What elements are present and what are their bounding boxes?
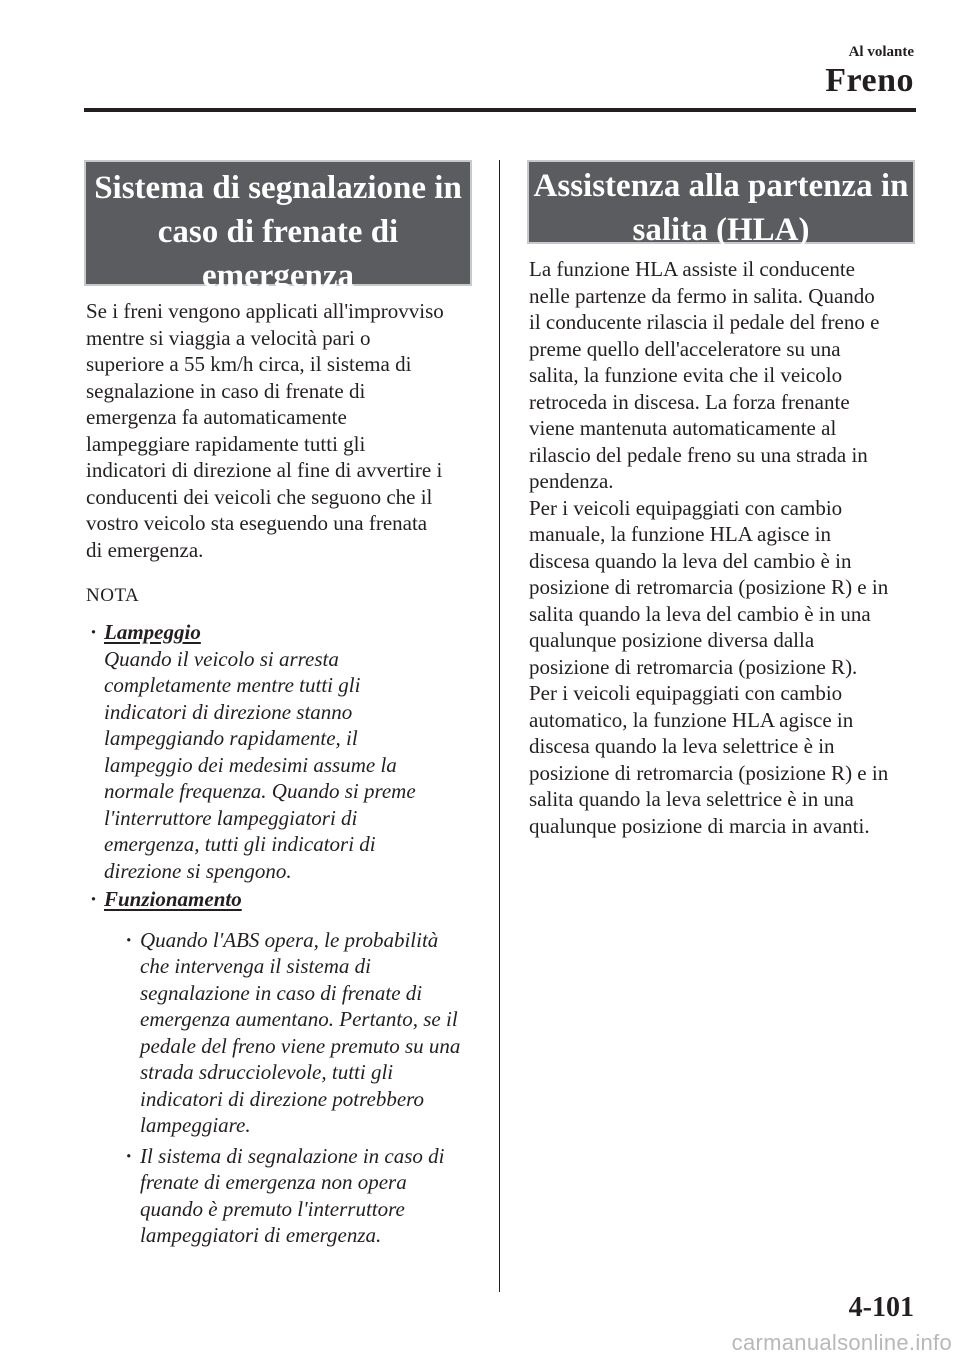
text-line: completamente mentre tutti gli [104,673,361,697]
text-line: lampeggio dei medesimi assume la [104,752,397,777]
text-line: discesa quando la leva selettrice è in [529,734,835,758]
text-line: viene mantenuta automaticamente al [529,416,837,440]
text-line: posizione di retromarcia (posizione R) e in [529,575,889,599]
text-line: lampeggiatori di emergenza. [140,1223,382,1247]
text-line: emergenza fa automaticamente [86,405,347,429]
column-divider [499,160,500,1292]
text-line: il conducente rilascia il pedale del freno e [529,310,880,334]
text-line: quando è premuto l'interruttore [140,1196,405,1221]
text-line: automatico, la funzione HLA agisce in [529,707,854,732]
header-rule [84,108,916,112]
text-line: lampeggiando rapidamente, il [104,726,358,750]
text-line: salita quando la leva del cambio è in una [529,601,871,626]
text-line: strada sdrucciolevole, tutti gli [140,1060,394,1084]
text-line: preme quello dell'acceleratore su una [529,336,841,361]
text-line: manuale, la funzione HLA agisce in [529,522,832,546]
text-line: segnalazione in caso di frenate di [86,378,366,403]
text-line: qualunque posizione di marcia in avanti. [529,813,870,838]
note-label: NOTA [86,585,140,606]
heading-line: Sistema di segnalazione in [94,170,462,206]
heading-line: emergenza [201,258,355,294]
text-line: Se i freni vengono applicati all'improvviso [86,299,444,323]
text-line: segnalazione in caso di frenate di [140,980,423,1005]
text-line: l'interruttore lampeggiatori di [104,805,358,830]
text-line: mentre si viaggia a velocità pari o [86,325,371,350]
text-line: indicatori di direzione al fine di avvertire i [86,458,443,482]
text-line: · Il sistema di segnalazione in caso di [140,1143,445,1168]
text-line: direzione si spengono. [104,858,292,883]
note-bullet-funzionamento [86,886,472,1249]
text-line: che intervenga il sistema di [140,954,371,978]
text-line: normale frequenza. Quando si preme [104,779,416,803]
text-line: vostro veicolo sta eseguendo una frenata [86,511,428,535]
text-line: Per i veicoli equipaggiati con cambio [529,681,843,705]
hla-heading [527,160,915,248]
text-line: frenate di emergenza non opera [140,1170,407,1194]
text-line: Per i veicoli equipaggiati con cambio [529,495,843,520]
text-line: indicatori di direzione stanno [104,699,353,724]
text-line: retroceda in discesa. La forza frenante [529,389,850,414]
text-line: La funzione HLA assiste il conducente [529,257,855,281]
text-line: lampeggiare. [140,1113,251,1137]
bullet-title: · Lampeggio [104,620,201,644]
header-section-label: Al volante [848,44,914,60]
text-line: salita, la funzione evita che il veicolo [529,363,843,387]
text-line: salita quando la leva selettrice è in una [529,787,854,811]
watermark: carmanualsonline.info [731,1330,952,1355]
heading-line: caso di frenate di [157,214,399,250]
bullet-title: · Funzionamento [104,887,242,911]
text-line: conducenti dei veicoli che seguono che il [86,484,433,509]
text-line: Quando il veicolo si arresta [104,646,339,671]
page-number: 4-101 [848,1292,914,1323]
emergency-signal-paragraph [86,298,472,563]
text-line: discesa quando la leva del cambio è in [529,548,852,573]
text-line: di emergenza. [86,537,204,562]
text-line: superiore a 55 km/h circa, il sistema di [86,352,412,376]
text-line: emergenza, tutti gli indicatori di [104,832,376,856]
sub-bullet-hazard-switch [122,1143,472,1249]
text-line: emergenza aumentano. Pertanto, se il [140,1007,458,1031]
text-line: pendenza. [529,469,614,493]
text-line: qualunque posizione diversa dalla [529,628,815,652]
text-line: nelle partenze da fermo in salita. Quando [529,283,875,308]
right-column [527,160,915,839]
text-line: pedale del freno viene premuto su una [140,1033,461,1058]
text-line: posizione di retromarcia (posizione R) e in [529,760,889,785]
sub-bullet-abs [122,927,472,1139]
left-column [84,160,472,1249]
note-bullet-lampeggio [86,619,472,884]
text-line: · Quando l'ABS opera, le probabilità [140,927,439,952]
bullet-body [104,646,472,885]
text-line: indicatori di direzione potrebbero [140,1086,425,1111]
hla-paragraph [529,256,915,839]
header-title: Freno [825,62,914,99]
heading-line: salita (HLA) [632,212,810,248]
heading-line: Assistenza alla partenza in [533,168,909,204]
text-line: lampeggiare rapidamente tutti gli [86,431,366,456]
text-line: rilascio del pedale freno su una strada in [529,442,868,467]
text-line: posizione di retromarcia (posizione R). [529,654,858,679]
emergency-signal-heading [84,160,472,294]
